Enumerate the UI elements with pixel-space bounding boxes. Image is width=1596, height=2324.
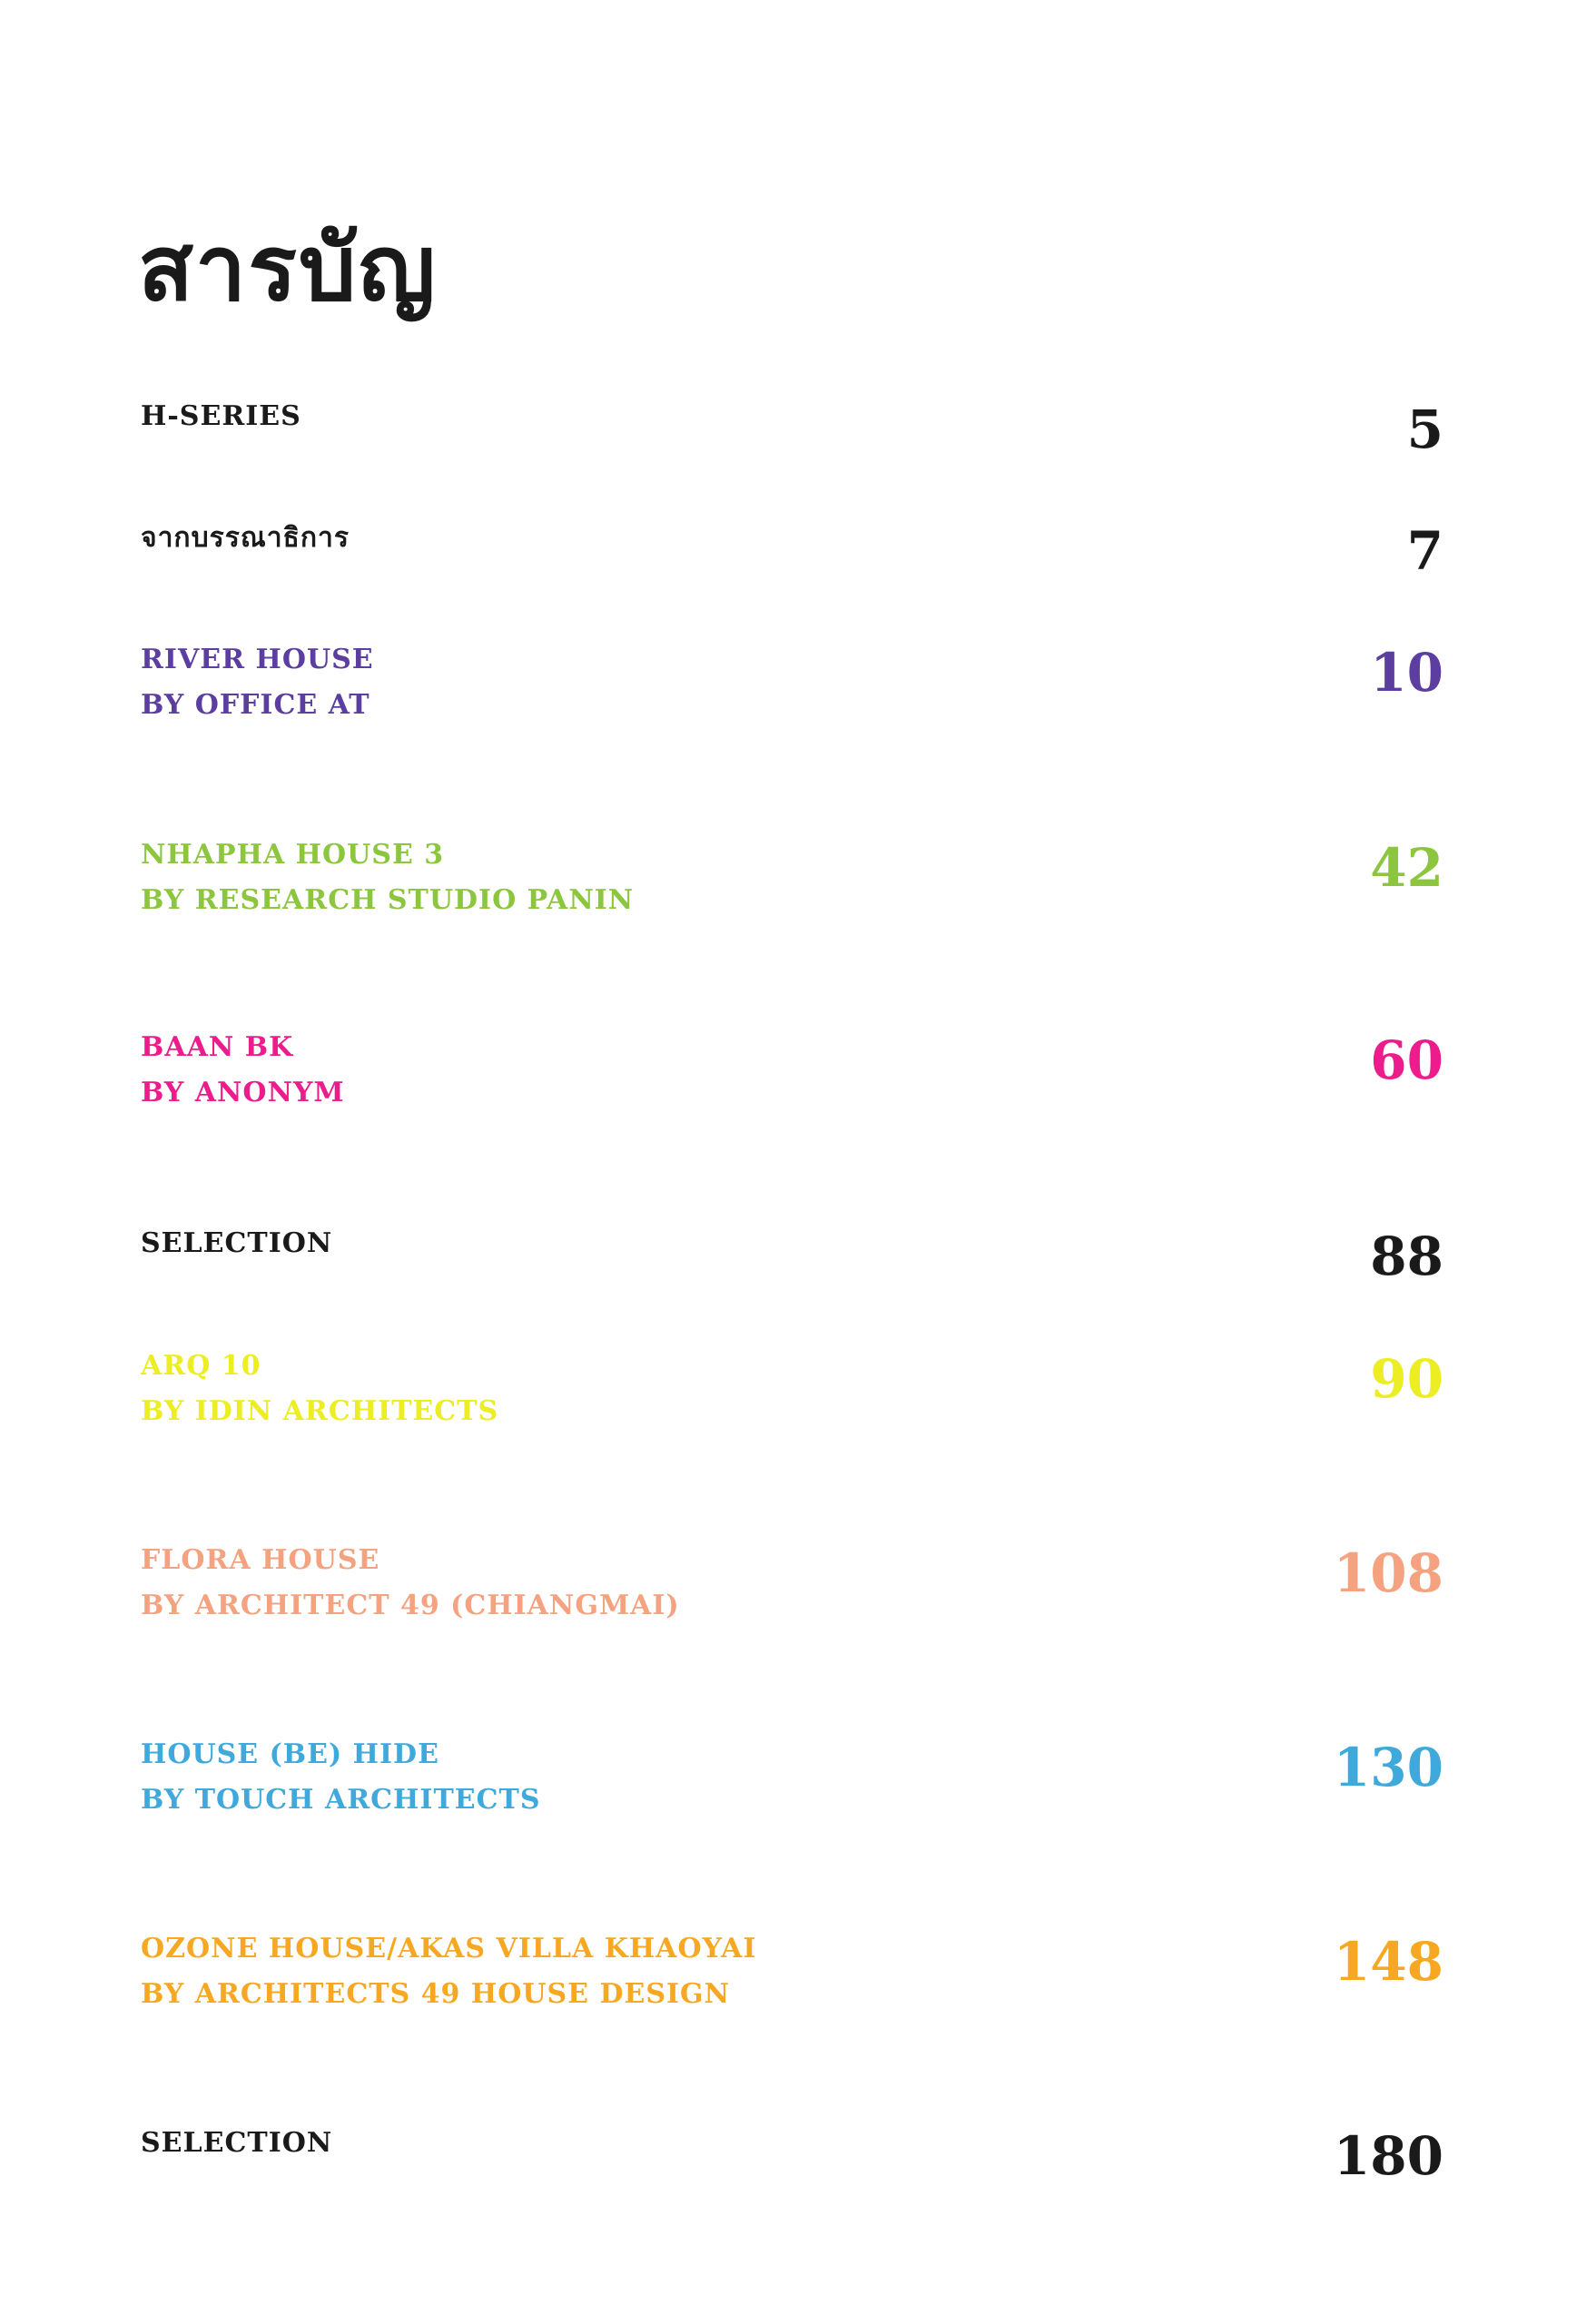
entry-page-number: 148	[1333, 1931, 1443, 1993]
entry-title: NHAPHA HOUSE 3	[141, 839, 445, 871]
toc-entry-flora-house[interactable]	[141, 1542, 1443, 1621]
entry-title: OZONE HOUSE/AKAS VILLA KHAOYAI	[141, 1933, 757, 1965]
entry-page-number: 7	[1406, 520, 1443, 582]
entry-page-number: 10	[1370, 642, 1443, 704]
entry-subtitle: BY RESEARCH STUDIO PANIN	[141, 884, 635, 916]
entry-page-number: 108	[1333, 1542, 1443, 1604]
entry-page-number: 60	[1370, 1029, 1443, 1091]
page-title: สารบัญ	[138, 214, 438, 321]
entry-subtitle: BY ANONYM	[141, 1077, 345, 1108]
toc-entry-h-series[interactable]	[141, 399, 1443, 460]
entry-page-number: 90	[1370, 1348, 1443, 1410]
toc-entry-editorial[interactable]	[141, 520, 1443, 582]
entry-title: H-SERIES	[141, 400, 301, 432]
toc-entry-house-be-hide[interactable]	[141, 1737, 1443, 1816]
entry-subtitle: BY ARCHITECT 49 (CHIANGMAI)	[141, 1590, 680, 1621]
entry-title: HOUSE (BE) HIDE	[141, 1738, 439, 1770]
entry-page-number: 42	[1370, 837, 1443, 899]
entry-title: ARQ 10	[141, 1350, 261, 1382]
entry-subtitle: BY TOUCH ARCHITECTS	[141, 1784, 541, 1816]
entry-subtitle: BY ARCHITECTS 49 HOUSE DESIGN	[141, 1978, 731, 2010]
entry-page-number: 130	[1333, 1737, 1443, 1798]
entry-page-number: 88	[1370, 1226, 1443, 1287]
toc-entry-river-house[interactable]	[141, 642, 1443, 721]
toc-entry-ozone-house[interactable]	[141, 1931, 1443, 2010]
toc-entry-baan-bk[interactable]	[141, 1029, 1443, 1108]
entry-subtitle: BY OFFICE AT	[141, 689, 370, 721]
entry-page-number: 180	[1333, 2125, 1443, 2187]
entry-title: BAAN BK	[141, 1031, 294, 1063]
toc-entry-nhapha-house[interactable]	[141, 837, 1443, 916]
toc-entry-selection[interactable]	[141, 2125, 1443, 2187]
entry-title: SELECTION	[141, 1227, 333, 1259]
toc-entry-arq-10[interactable]	[141, 1348, 1443, 1427]
entry-title: RIVER HOUSE	[141, 644, 374, 675]
entry-title: จากบรรณาธิการ	[141, 522, 350, 554]
entry-page-number: 5	[1406, 399, 1443, 460]
entry-title: FLORA HOUSE	[141, 1544, 380, 1576]
entry-title: SELECTION	[141, 2127, 333, 2159]
entry-subtitle: BY IDIN ARCHITECTS	[141, 1395, 499, 1427]
toc-entry-selection[interactable]	[141, 1226, 1443, 1287]
